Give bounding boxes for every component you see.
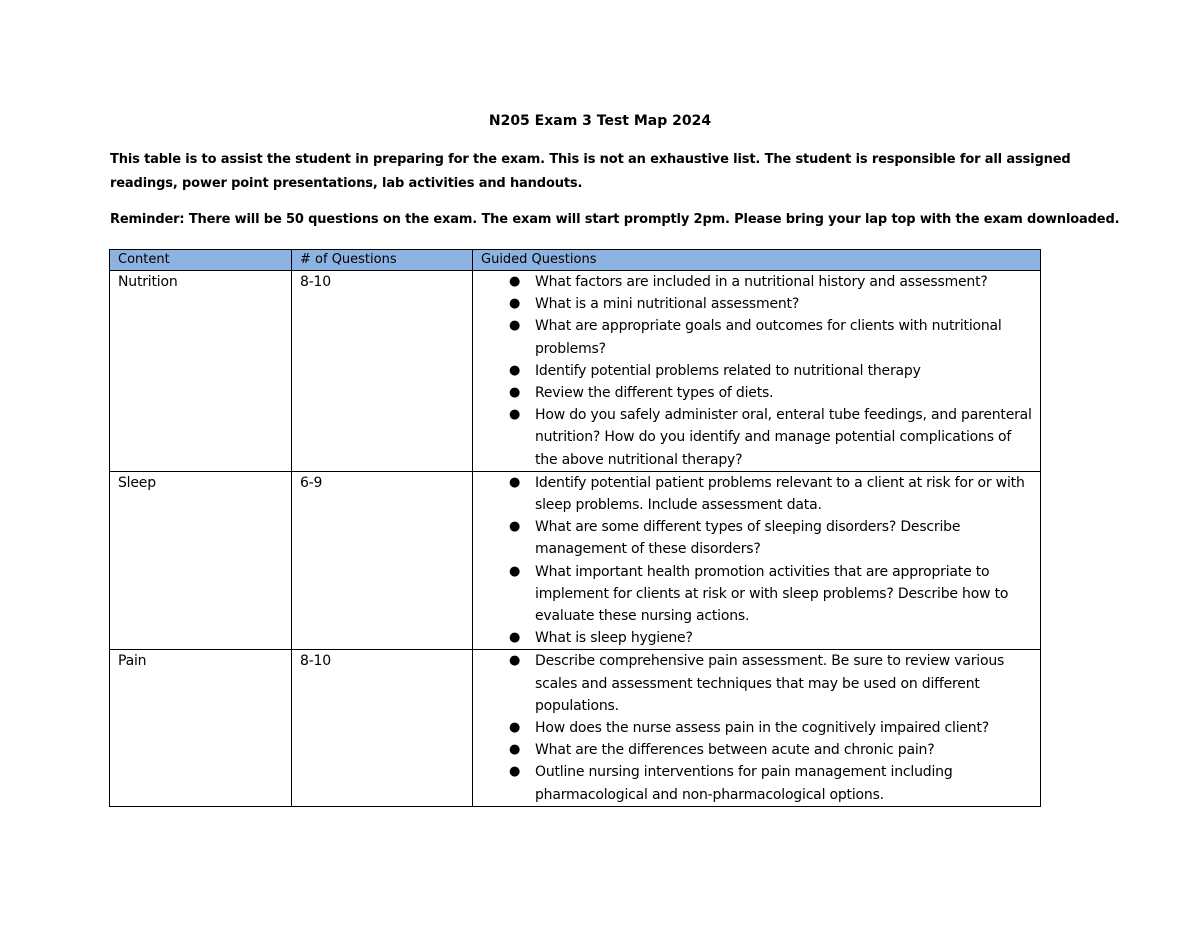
bullet-icon: ● — [509, 764, 521, 780]
bullet-icon: ● — [509, 318, 521, 334]
list-item-text: What is sleep hygiene? — [535, 630, 693, 647]
list-item — [509, 516, 1032, 560]
content-cell: Sleep — [110, 471, 292, 650]
guided-list — [481, 472, 1032, 650]
table-row-pain — [110, 650, 1041, 806]
bullet-icon: ● — [509, 407, 521, 423]
list-item — [509, 315, 1032, 359]
table-row-nutrition — [110, 271, 1041, 472]
list-item-text: What important health promotion activities that are appropriate to implement for clients at risk or with sleep problems? Describe how to evaluate these nursing actions. — [535, 563, 1009, 625]
bullet-icon: ● — [509, 474, 521, 490]
bullet-icon: ● — [509, 630, 521, 646]
questions-cell: 8-10 — [292, 271, 473, 472]
list-item — [509, 293, 1032, 315]
document-title: N205 Exam 3 Test Map 2024 — [488, 113, 712, 129]
list-item-text: Review the different types of diets. — [535, 385, 774, 402]
list-item — [509, 650, 1032, 717]
list-item — [509, 472, 1032, 516]
list-item-text: How does the nurse assess pain in the cognitively impaired client? — [535, 720, 990, 737]
guided-cell — [473, 271, 1041, 472]
list-item-text: What are appropriate goals and outcomes for clients with nutritional problems? — [535, 318, 1002, 357]
guided-list — [481, 271, 1032, 471]
reminder-paragraph: Reminder: There will be 50 questions on the exam. The exam will start promptly 2pm. Please bring your lap top with the exam downloaded. — [110, 212, 1120, 227]
list-item-text: Identify potential patient problems relevant to a client at risk for or with sleep problems. Include assessment data. — [535, 474, 1025, 514]
bullet-icon: ● — [509, 720, 521, 736]
list-item — [509, 739, 1032, 761]
table-row-sleep — [110, 471, 1041, 650]
list-item — [509, 271, 1032, 293]
list-item — [509, 627, 1032, 649]
list-item-text: What factors are included in a nutritional history and assessment? — [535, 274, 988, 290]
list-item-text: What are some different types of sleeping disorders? Describe management of these disorders? — [535, 519, 961, 558]
bullet-icon: ● — [509, 563, 521, 579]
list-item — [509, 717, 1032, 739]
guided-cell — [473, 650, 1041, 806]
list-item — [509, 761, 1032, 805]
list-item-text: How do you safely administer oral, enteral tube feedings, and parenteral nutrition? How do you identify and manage potential complications of the above nutritional therapy? — [535, 407, 1032, 468]
list-item-text: What are the differences between acute and chronic pain? — [535, 742, 935, 759]
list-item-text: Outline nursing interventions for pain management including pharmacological and non-pharmacological options. — [535, 764, 953, 803]
bullet-icon: ● — [509, 296, 521, 312]
list-item-text: Identify potential problems related to nutritional therapy — [535, 362, 921, 379]
list-item — [509, 561, 1032, 628]
bullet-icon: ● — [509, 519, 521, 535]
list-item — [509, 360, 1032, 382]
list-item-text: What is a mini nutritional assessment? — [535, 296, 800, 313]
header-content: Content — [110, 250, 292, 271]
bullet-icon: ● — [509, 274, 521, 289]
list-item — [509, 404, 1032, 471]
questions-cell: 6-9 — [292, 471, 473, 650]
test-map-table — [109, 249, 1041, 807]
list-item — [509, 382, 1032, 404]
questions-cell: 8-10 — [292, 650, 473, 806]
bullet-icon: ● — [509, 742, 521, 758]
header-guided-questions: Guided Questions — [473, 250, 1041, 271]
list-item-text: Describe comprehensive pain assessment. Be sure to review various scales and assessment techniques that may be used on different populations. — [535, 653, 1005, 714]
bullet-icon: ● — [509, 385, 521, 401]
content-cell: Nutrition — [110, 271, 292, 472]
content-cell: Pain — [110, 650, 292, 806]
table-header-row — [110, 250, 1041, 271]
guided-list — [481, 650, 1032, 805]
bullet-icon: ● — [509, 653, 521, 669]
intro-paragraph: This table is to assist the student in preparing for the exam. This is not an exhaustive list. The student is responsible for all assigned readings, power point presentations, lab activities and handouts. — [110, 152, 1071, 191]
bullet-icon: ● — [509, 362, 521, 378]
header-questions: # of Questions — [292, 250, 473, 271]
guided-cell — [473, 471, 1041, 650]
